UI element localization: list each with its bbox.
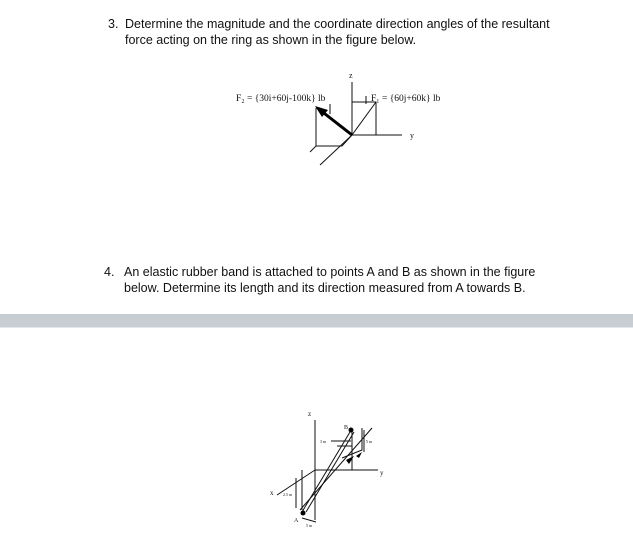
fig1-z-label: z <box>349 71 353 80</box>
question-4-line-2: below. Determine its length and its direction measured from A towards B. <box>124 281 526 295</box>
fig2-point-b <box>349 428 354 433</box>
fig2-dim-a-bottom <box>302 518 316 522</box>
fig2-b-arrow <box>346 456 354 464</box>
question-3-line-2: force acting on the ring as shown in the figure below. <box>125 33 417 47</box>
fig2-point-a <box>301 511 306 516</box>
question-3-line-1: Determine the magnitude and the coordinate direction angles of the resultant <box>125 17 550 31</box>
question-4-number: 4. <box>104 265 115 279</box>
fig2-y-label: y <box>380 469 384 477</box>
fig2-guide <box>300 428 372 510</box>
fig1-y-label: y <box>410 131 414 140</box>
fig1-f2-label: F₂ = {30i+60j-100k} lb <box>236 94 326 104</box>
fig2-b-arrow-2 <box>356 452 362 458</box>
question-3-number: 3. <box>108 17 119 31</box>
fig2-dim-b-left: 3 m <box>320 439 327 444</box>
fig2-z-label: z <box>308 410 312 418</box>
fig1-f1-label: F₁ = {60j+60k} lb <box>371 94 441 104</box>
fig2-dim-b-right: 5 m <box>366 439 373 444</box>
fig2-band-2 <box>306 432 354 512</box>
fig2-x-label: x <box>270 489 274 497</box>
question-4-line-1: An elastic rubber band is attached to points A and B as shown in the figure <box>124 265 536 279</box>
fig2-a-label: A <box>294 518 299 524</box>
fig2-dim-a-height: 2.5 m <box>283 492 293 497</box>
fig2-dim-a-bottom: 5 m <box>306 523 313 528</box>
fig2-b-label: B <box>344 425 349 431</box>
